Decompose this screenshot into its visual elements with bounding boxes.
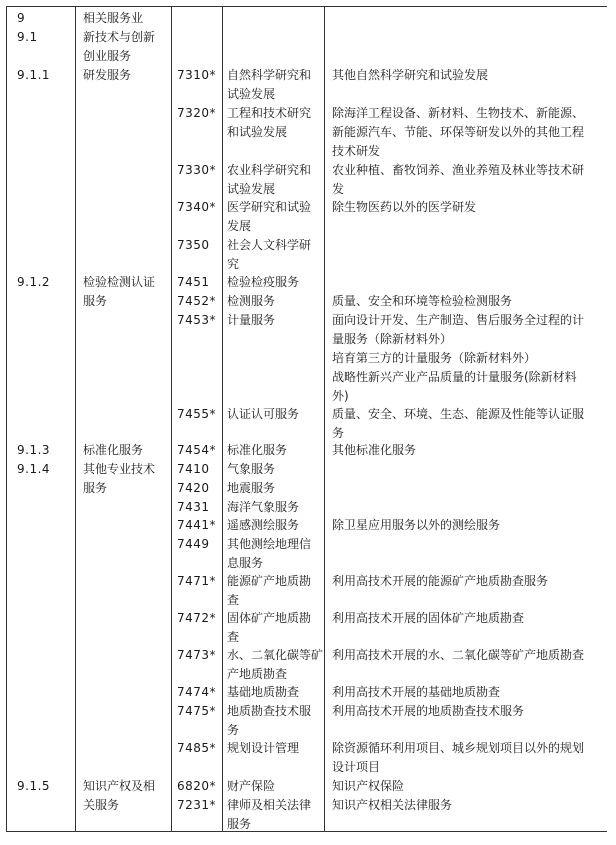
industry-name: 海洋气象服务	[227, 500, 300, 514]
industry-code: 7451	[177, 275, 210, 289]
description: 质量、安全、环境、生态、能源及性能等认证服 务	[332, 407, 585, 440]
description: 农业种植、畜牧饲养、渔业养殖及林业等技术研 发	[332, 163, 585, 196]
industry-code: 6820*	[177, 779, 217, 793]
section-number: 9.1.3	[17, 443, 51, 457]
description: 知识产权相关法律服务	[332, 798, 453, 812]
industry-name: 自然科学研究和 试验发展	[227, 68, 312, 101]
industry-name: 计量服务	[227, 313, 276, 327]
industry-name: 检验检疫服务	[227, 275, 300, 289]
column-divider	[75, 7, 76, 831]
description: 除海洋工程设备、新材料、生物技术、新能源、 新能源汽车、节能、环保等研发以外的其他工程 技术研发	[332, 106, 585, 158]
industry-name: 规划设计管理	[227, 741, 300, 755]
industry-code: 7350	[177, 238, 210, 252]
industry-code: 7431	[177, 500, 210, 514]
industry-code: 7340*	[177, 200, 217, 214]
section-number: 9 9.1	[17, 11, 38, 44]
description: 其他标准化服务	[332, 443, 417, 457]
industry-code: 7330*	[177, 163, 217, 177]
category-name: 知识产权及相 关服务	[83, 779, 156, 812]
industry-name: 认证认可服务	[227, 407, 300, 421]
industry-name: 基础地质勘查	[227, 685, 300, 699]
industry-name: 律师及相关法律 服务	[227, 798, 312, 831]
description: 知识产权保险	[332, 779, 405, 793]
industry-name: 农业科学研究和 试验发展	[227, 163, 312, 196]
industry-name: 地震服务	[227, 481, 276, 495]
description: 其他自然科学研究和试验发展	[332, 68, 489, 82]
category-name: 标准化服务	[83, 443, 144, 457]
section-number: 9.1.2	[17, 275, 51, 289]
industry-name: 其他测绘地理信 息服务	[227, 537, 312, 570]
industry-code: 7485*	[177, 741, 217, 755]
industry-code: 7320*	[177, 106, 217, 120]
industry-name: 标准化服务	[227, 443, 288, 457]
industry-code: 7449	[177, 537, 210, 551]
industry-name: 医学研究和试验 发展	[227, 200, 312, 233]
industry-code: 7473*	[177, 648, 217, 662]
industry-name: 能源矿产地质勘 查	[227, 574, 312, 607]
section-number: 9.1.4	[17, 462, 51, 476]
industry-code: 7420	[177, 481, 210, 495]
industry-code: 7455*	[177, 407, 217, 421]
industry-name: 水、二氧化碳等矿 产地质勘查	[227, 648, 324, 681]
industry-name: 社会人文科学研 究	[227, 238, 312, 271]
industry-code: 7471*	[177, 574, 217, 588]
industry-name: 气象服务	[227, 462, 276, 476]
description: 利用高技术开展的基础地质勘查	[332, 685, 501, 699]
industry-code: 7453*	[177, 313, 217, 327]
industry-code: 7410	[177, 462, 210, 476]
description: 除资源循环利用项目、城乡规划项目以外的规划 设计项目	[332, 741, 585, 774]
industry-name: 工程和技术研究 和试验发展	[227, 106, 312, 139]
industry-code: 7475*	[177, 704, 217, 718]
industry-code: 7454*	[177, 443, 217, 457]
industry-name: 检测服务	[227, 294, 276, 308]
section-number: 9.1.1	[17, 68, 51, 82]
industry-name: 地质勘查技术服 务	[227, 704, 312, 737]
description: 面向设计开发、生产制造、售后服务全过程的计 量服务（除新材料外） 培育第三方的计量服务（除新材料外） 战略性新兴产业产品质量的计量服务(除新材料 外)	[332, 313, 585, 403]
catalog-table	[6, 6, 607, 832]
description: 除卫星应用服务以外的测绘服务	[332, 518, 501, 532]
industry-name: 固体矿产地质勘 查	[227, 611, 312, 644]
category-name: 检验检测认证 服务	[83, 275, 156, 308]
industry-code: 7310*	[177, 68, 217, 82]
description: 利用高技术开展的固体矿产地质勘查	[332, 611, 525, 625]
category-name: 研发服务	[83, 68, 132, 82]
description: 质量、安全和环境等检验检测服务	[332, 294, 513, 308]
column-divider	[222, 7, 223, 831]
description: 利用高技术开展的能源矿产地质勘查服务	[332, 574, 549, 588]
section-number: 9.1.5	[17, 779, 51, 793]
description: 利用高技术开展的地质勘查技术服务	[332, 704, 525, 718]
industry-code: 7472*	[177, 611, 217, 625]
description: 除生物医药以外的医学研发	[332, 200, 477, 214]
industry-code: 7452*	[177, 294, 217, 308]
category-name: 相关服务业 新技术与创新 创业服务	[83, 11, 156, 63]
description: 利用高技术开展的水、二氧化碳等矿产地质勘查	[332, 648, 585, 662]
category-name: 其他专业技术 服务	[83, 462, 156, 495]
industry-code: 7474*	[177, 685, 217, 699]
column-divider	[324, 7, 325, 831]
industry-name: 财产保险	[227, 779, 276, 793]
industry-code: 7231*	[177, 798, 217, 812]
industry-code: 7441*	[177, 518, 217, 532]
industry-name: 遥感测绘服务	[227, 518, 300, 532]
column-divider	[171, 7, 172, 831]
